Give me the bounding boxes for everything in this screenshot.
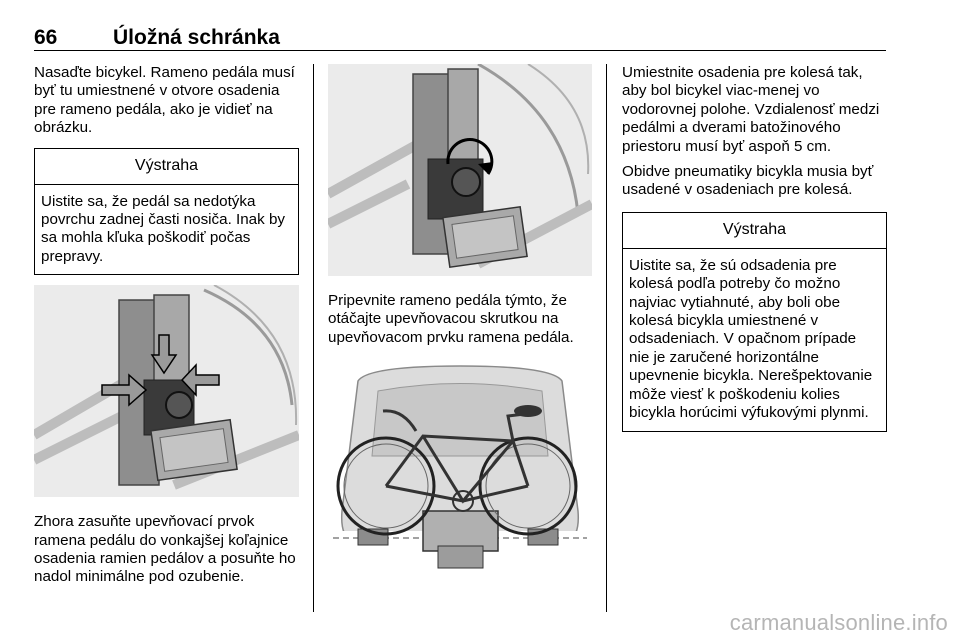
paragraph-tyres: Obidve pneumatiky bicykla musia byť usadené v osadeniach pre kolesá. [622,163,874,199]
figure-pedal-insert [34,285,299,497]
paragraph-wheel-mounts: Umiestnite osadenia pre kolesá tak, aby bol bicykel viac-menej vo vodorovnej polohe. Vzdialenosť medzi pedálmi a dverami batožinového priestoru musí byť aspoň 5 cm. [622,64,880,155]
warning-body-2: Uistite sa, že sú odsadenia pre kolesá podľa potreby čo možno najviac vytiahnuté, aby boli obe kolesá bicykla umiestnené v odsadeniach. V opačnom prípade nie je zaručené horizontálne upevnenie bicykla. Nerešpektovanie môže viesť k poškodeniu kolies bicykla horúcimi výfukovými plynmi. [629,256,873,422]
warning-box [34,148,299,276]
column-right [622,64,887,442]
figure-bike-on-carrier [328,361,592,576]
warning-body: Uistite sa, že pedál sa nedotýka povrchu zadnej časti nosiča. Inak by sa mohla kľuka poškodiť počas prepravy. [41,192,285,265]
column-left [34,64,299,594]
warning-box-2 [622,212,887,432]
column-divider-left [313,64,314,612]
section-title: Úložná schránka [113,26,280,49]
figure2-caption: Pripevnite rameno pedála týmto, že otáčajte upevňovacou skrutkou na upevňovacom prvku ramena pedála. [328,292,574,346]
column-divider-right [606,64,607,612]
column-middle [328,64,592,576]
page-number: 66 [34,26,58,49]
warning-title: Výstraha [35,149,298,185]
intro-paragraph: Nasaďte bicykel. Rameno pedála musí byť tu umiestnené v otvore osadenia pre rameno pedála, ako je vidieť na obrázku. [34,64,295,137]
warning-title-2: Výstraha [623,213,886,249]
watermark-url: carmanualsonline.info [729,610,948,635]
page-header [34,20,886,51]
figure1-caption: Zhora zasuňte upevňovací prvok ramena pedálu do vonkajšej koľajnice osadenia ramien pedálov a posuňte ho nadol minimálne pod ozubenie. [34,513,296,586]
figure-pedal-screw [328,64,592,276]
